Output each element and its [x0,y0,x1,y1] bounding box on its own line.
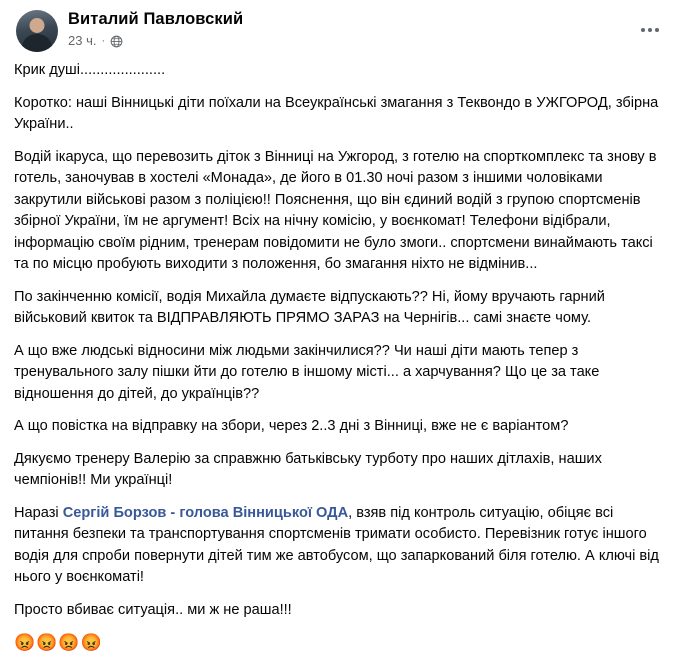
post-author-block [68,8,243,49]
post-paragraph: Дякуємо тренеру Валерію за справжню батьківську турботу про наших дітлахів, наших чемпіонів!! Ми українці! [14,450,602,488]
post-paragraph: По закінченню комісії, водія Михайла думаєте відпускають?? Ні, йому вручають гарний військовий квиток та ВІДПРАВЛЯЮТЬ ПРЯМО ЗАРАЗ на Чернігів... самі знаєте чому. [14,288,605,326]
post-message [0,56,680,654]
post-paragraph: Водій ікаруса, що перевозить діток з Вінниці на Ужгород, з готелю на спорткомплекс та знову в готель, заночував в хостелі «Монада», де його в 01.30 ночі разом з іншими чоловіками закрутили військові разом з поліцією!! Пояснення, що він єдиний водій з групою спортсменів збірної України, їм не аргумент! Всіх на нічну комісію, у воєнкомат! Телефони відібрали, інформацію своїм рідним, тренерам повідомити не було змоги.. спортсмени винаймають таксі та по місцю пробують виходити з положення, бо змагання ніхто не відмінив... [14,148,657,272]
post-paragraph-with-mention [14,503,666,589]
post-paragraph: А що повістка на відправку на збори, через 2..3 дні з Вінниці, вже не є варіантом? [14,418,569,434]
emoji-row: 😡😡😡😡 [14,633,103,652]
mention-prefix: Наразі [14,504,63,521]
post-paragraph: А що вже людські відносини між людьми закінчилися?? Чи наші діти мають тепер з тренувального залу пішки йти до готелю в іншому місті... а харчування? Що це за таке відношення до дітей, до українців?? [14,342,600,402]
post-closing-paragraph: Просто вбиває ситуація.. ми ж не раша!!! [14,601,292,618]
mention-link[interactable]: Сергій Борзов - голова Вінницької ОДА [62,504,349,521]
post-paragraph: Коротко: наші Вінницькі діти поїхали на Всеукраїнські змагання з Теквондо в УЖГОРОД, збірна України.. [14,94,659,132]
post-meta [68,33,243,49]
meta-separator: · [101,34,106,47]
more-options-icon[interactable] [634,14,666,46]
author-name[interactable]: Виталий Павловский [68,10,244,28]
mention-suffix: , взяв під контроль ситуацію, обіцяє всі питання безпеки та транспортування спортсменів тримати особисто. Перевізник готує іншого водія для спроби повернути дітей тим же автобусом, що запаркований біля готелю. А ключі від нього у воєнкоматі! [14,504,659,585]
post-header [0,0,680,56]
globe-icon[interactable] [110,35,123,48]
post-paragraph: Крик душі..................... [14,62,166,78]
post-timestamp[interactable]: 23 ч. [68,33,97,48]
avatar[interactable] [16,10,58,52]
